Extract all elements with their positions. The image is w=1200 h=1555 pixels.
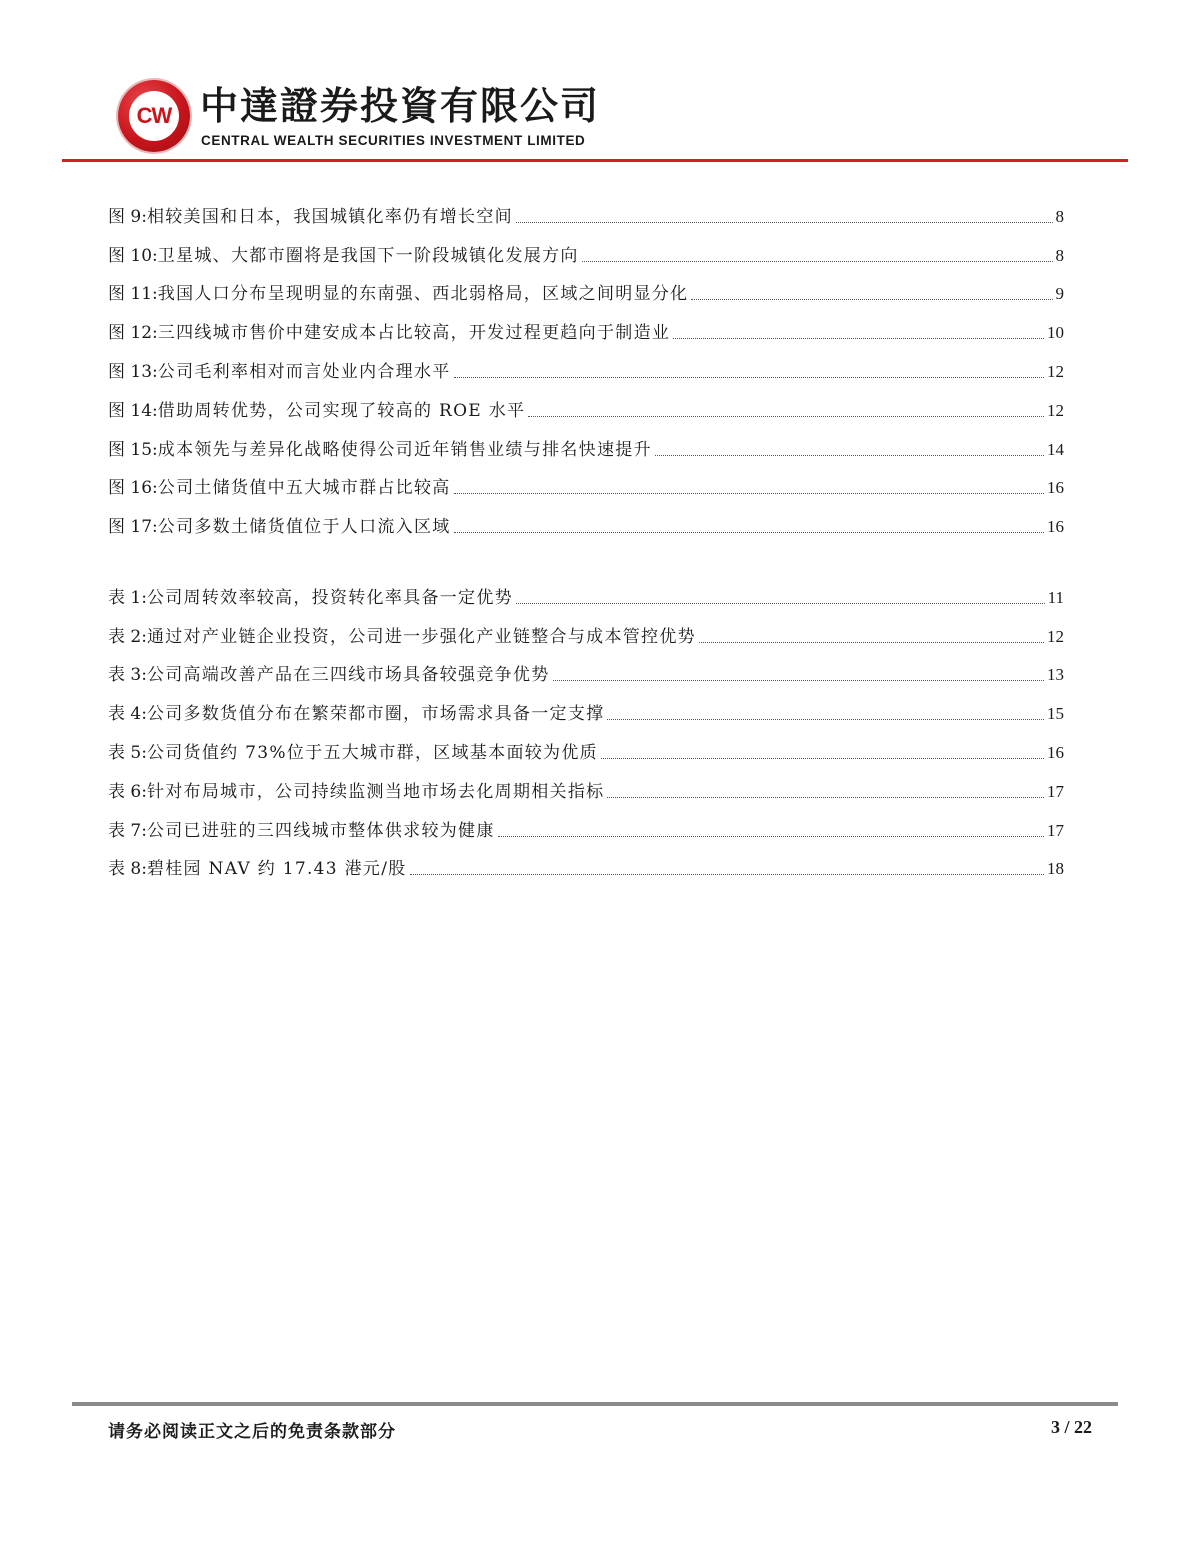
toc-entry-label: 表 2: — [108, 626, 147, 647]
toc-entry-label: 表 8: — [108, 859, 147, 880]
toc-entry-label: 图 14: — [108, 400, 158, 421]
figure-list — [108, 189, 1064, 538]
toc-dot-leader — [516, 222, 1053, 223]
toc-dot-leader — [410, 874, 1044, 875]
toc-entry-page: 10 — [1047, 323, 1064, 343]
toc-dot-leader — [607, 719, 1044, 720]
toc-entry-figure-15[interactable] — [108, 422, 1064, 461]
toc-entry-label: 表 7: — [108, 820, 147, 841]
toc-entry-title: 公司毛利率相对而言处业内合理水平 — [157, 361, 451, 382]
toc-dot-leader — [454, 377, 1044, 378]
toc-entry-figure-12[interactable] — [108, 305, 1064, 344]
toc-entry-label: 图 13: — [108, 361, 158, 382]
logo-text: CW — [136, 103, 172, 128]
toc-entry-figure-11[interactable] — [108, 267, 1064, 306]
toc-entry-label: 表 4: — [108, 704, 147, 725]
toc-entry-figure-9[interactable] — [108, 189, 1064, 228]
toc-entry-title: 公司多数货值分布在繁荣都市圈，市场需求具备一定支撑 — [146, 704, 605, 725]
footer-disclaimer: 请务必阅读正文之后的免责条款部分 — [108, 1422, 396, 1442]
toc-dot-leader — [655, 455, 1044, 456]
toc-entry-table-1[interactable] — [108, 570, 1064, 609]
company-name-en: CENTRAL WEALTH SECURITIES INVESTMENT LIMITED — [201, 133, 586, 148]
toc-entry-table-3[interactable] — [108, 648, 1064, 687]
toc-entry-title: 借助周转优势，公司实现了较高的 ROE 水平 — [157, 400, 526, 421]
toc-dot-leader — [673, 338, 1044, 339]
toc-entry-title: 通过对产业链企业投资，公司进一步强化产业链整合与成本管控优势 — [146, 626, 696, 647]
toc-entry-label: 图 12: — [108, 323, 158, 344]
toc-entry-page: 17 — [1047, 781, 1064, 801]
toc-entry-title: 我国人口分布呈现明显的东南强、西北弱格局，区域之间明显分化 — [157, 284, 689, 305]
toc-entry-page: 14 — [1047, 439, 1064, 459]
toc-entry-title: 碧桂园 NAV 约 17.43 港元/股 — [146, 859, 407, 880]
toc-dot-leader — [528, 416, 1044, 417]
toc-entry-label: 表 1: — [108, 587, 147, 608]
toc-entry-figure-14[interactable] — [108, 383, 1064, 422]
toc-entry-figure-10[interactable] — [108, 228, 1064, 267]
toc-entry-label: 图 11: — [108, 284, 158, 305]
toc-entry-page: 12 — [1047, 626, 1064, 646]
toc-entry-page: 13 — [1047, 665, 1064, 685]
toc-entry-page: 17 — [1047, 820, 1064, 840]
toc-entry-table-7[interactable] — [108, 803, 1064, 842]
company-name-cn: 中達證券投資有限公司 — [200, 84, 601, 128]
toc-dot-leader — [516, 603, 1045, 604]
toc-entry-title: 相较美国和日本，我国城镇化率仍有增长空间 — [146, 206, 513, 227]
toc-entry-page: 12 — [1047, 361, 1064, 381]
toc-entry-title: 针对布局城市，公司持续监测当地市场去化周期相关指标 — [146, 781, 605, 802]
toc-entry-page: 18 — [1047, 859, 1064, 879]
toc-entry-table-6[interactable] — [108, 764, 1064, 803]
toc-entry-label: 图 17: — [108, 517, 158, 538]
toc-entry-page: 16 — [1047, 478, 1064, 498]
toc-entry-table-5[interactable] — [108, 725, 1064, 764]
toc-entry-page: 9 — [1055, 284, 1064, 304]
toc-entry-label: 表 6: — [108, 781, 147, 802]
toc-entry-page: 16 — [1047, 742, 1064, 762]
toc-entry-page: 15 — [1047, 704, 1064, 724]
header-divider — [62, 159, 1128, 162]
toc-entry-table-8[interactable] — [108, 842, 1064, 881]
toc-dot-leader — [607, 797, 1044, 798]
toc-entry-page: 8 — [1055, 245, 1064, 265]
toc-entry-title: 公司已进驻的三四线城市整体供求较为健康 — [146, 820, 495, 841]
toc-entry-page: 12 — [1047, 400, 1064, 420]
toc-dot-leader — [553, 680, 1044, 681]
toc-entry-figure-13[interactable] — [108, 344, 1064, 383]
toc-entry-page: 8 — [1055, 206, 1064, 226]
toc-entry-table-2[interactable] — [108, 609, 1064, 648]
toc-entry-table-4[interactable] — [108, 686, 1064, 725]
toc-dot-leader — [498, 836, 1044, 837]
toc-entry-title: 三四线城市售价中建安成本占比较高，开发过程更趋向于制造业 — [157, 323, 671, 344]
toc-dot-leader — [454, 493, 1044, 494]
footer-divider — [72, 1402, 1118, 1406]
toc-entry-label: 表 5: — [108, 742, 147, 763]
toc-dot-leader — [601, 758, 1044, 759]
toc-dot-leader — [454, 532, 1044, 533]
toc-entry-page: 16 — [1047, 517, 1064, 537]
toc-entry-label: 图 10: — [108, 245, 158, 266]
toc-entry-title: 公司周转效率较高，投资转化率具备一定优势 — [146, 587, 513, 608]
toc-entry-label: 图 9: — [108, 206, 147, 227]
toc-entry-title: 公司土储货值中五大城市群占比较高 — [157, 478, 451, 499]
toc-dot-leader — [699, 642, 1044, 643]
toc-entry-label: 图 16: — [108, 478, 158, 499]
toc-entry-figure-17[interactable] — [108, 499, 1064, 538]
toc-dot-leader — [582, 261, 1053, 262]
toc-entry-label: 图 15: — [108, 439, 158, 460]
toc-entry-title: 公司多数土储货值位于人口流入区域 — [157, 517, 451, 538]
toc-entry-title: 公司高端改善产品在三四线市场具备较强竞争优势 — [146, 665, 550, 686]
toc-entry-page: 11 — [1047, 587, 1064, 607]
company-logo — [118, 80, 190, 152]
toc-entry-label: 表 3: — [108, 665, 147, 686]
toc-entry-figure-16[interactable] — [108, 461, 1064, 500]
toc-entry-title: 成本领先与差异化战略使得公司近年销售业绩与排名快速提升 — [157, 439, 652, 460]
logo-center — [129, 91, 179, 141]
table-list — [108, 570, 1064, 880]
page-number: 3 / 22 — [1050, 1417, 1092, 1437]
toc-dot-leader — [691, 299, 1052, 300]
toc-entry-title: 公司货值约 73%位于五大城市群，区域基本面较为优质 — [146, 742, 598, 763]
logo-ring — [118, 80, 190, 152]
toc-entry-title: 卫星城、大都市圈将是我国下一阶段城镇化发展方向 — [157, 245, 579, 266]
